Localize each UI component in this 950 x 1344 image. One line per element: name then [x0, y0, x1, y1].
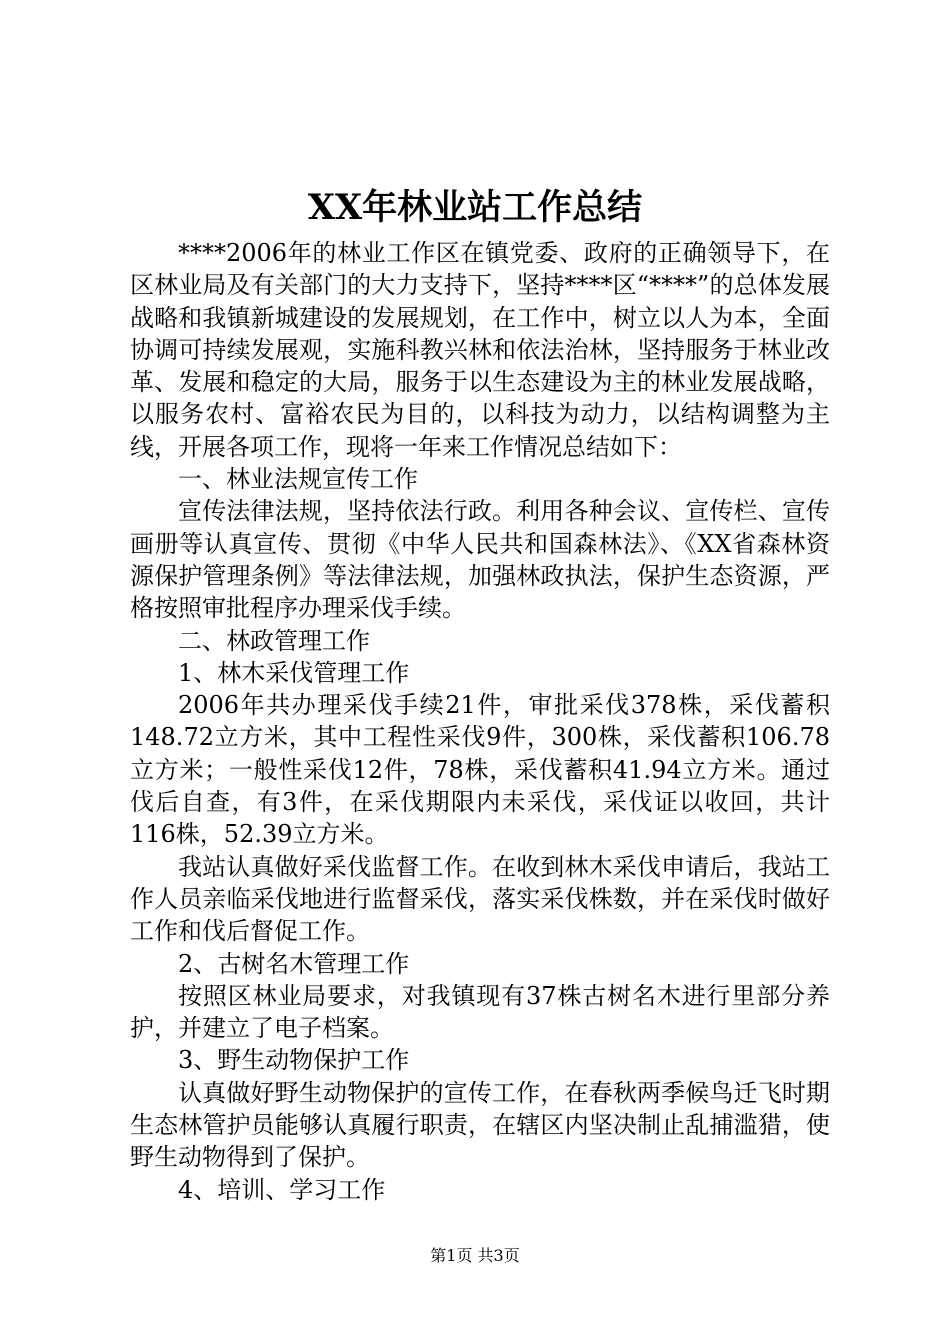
heading-section-1: 一、林业法规宣传工作 — [178, 465, 418, 494]
paragraph-wildlife: 认真做好野生动物保护的宣传工作，在春秋两季候鸟迁飞时期生态林管护员能够认真履行职责，在辖区内坚决制止乱捕滥猎，使野生动物得到了保护。 — [130, 1078, 830, 1172]
paragraph-ancient-trees: 按照区林业局要求，对我镇现有37株古树名木进行里部分养护，并建立了电子档案。 — [130, 981, 830, 1043]
heading-subsection-2-3: 3、野生动物保护工作 — [178, 1046, 410, 1075]
heading-subsection-2-4: 4、培训、学习工作 — [178, 1175, 386, 1204]
heading-subsection-2-1: 1、林木采伐管理工作 — [178, 658, 410, 687]
page-footer: 第1页 共3页 — [430, 1246, 520, 1265]
heading-section-2: 二、林政管理工作 — [178, 626, 370, 655]
paragraph-section-1: 宣传法律法规，坚持依法行政。利用各种会议、宣传栏、宣传画册等认真宣传、贯彻《中华人民共和国森林法》、《XX省森林资源保护管理条例》等法律法规，加强林政执法，保护生态资源，严格按照审批程序办理采伐手续。 — [130, 497, 830, 623]
paragraph-intro: ****2006年的林业工作区在镇党委、政府的正确领导下，在区林业局及有关部门的大力支持下，坚持****区“****”的总体发展战略和我镇新城建设的发展规划，在工作中，树立以人为本，全面协调可持续发展观，实施科教兴林和依法治林，坚持服务于林业改革、发展和稳定的大局，服务于以生态建设为主的林业发展战略，以服务农村、富裕农民为目的，以科技为动力，以结构调整为主线，开展各项工作，现将一年来工作情况总结如下： — [130, 239, 830, 461]
paragraph-logging-stats: 2006年共办理采伐手续21件，审批采伐378株，采伐蓄积148.72立方米，其中工程性采伐9件，300株，采伐蓄积106.78立方米；一般性采伐12件，78株，采伐蓄积41.94立方米。通过伐后自查，有3件，在采伐期限内未采伐，采伐证以收回，共计116株，52.39立方米。 — [130, 691, 830, 849]
document-body — [130, 237, 830, 1206]
document-title: XX年林业站工作总结 — [307, 187, 643, 228]
paragraph-logging-supervision: 我站认真做好采伐监督工作。在收到林木采伐申请后，我站工作人员亲临采伐地进行监督采伐，落实采伐株数，并在采伐时做好工作和伐后督促工作。 — [130, 852, 830, 946]
heading-subsection-2-2: 2、古树名木管理工作 — [178, 949, 410, 978]
